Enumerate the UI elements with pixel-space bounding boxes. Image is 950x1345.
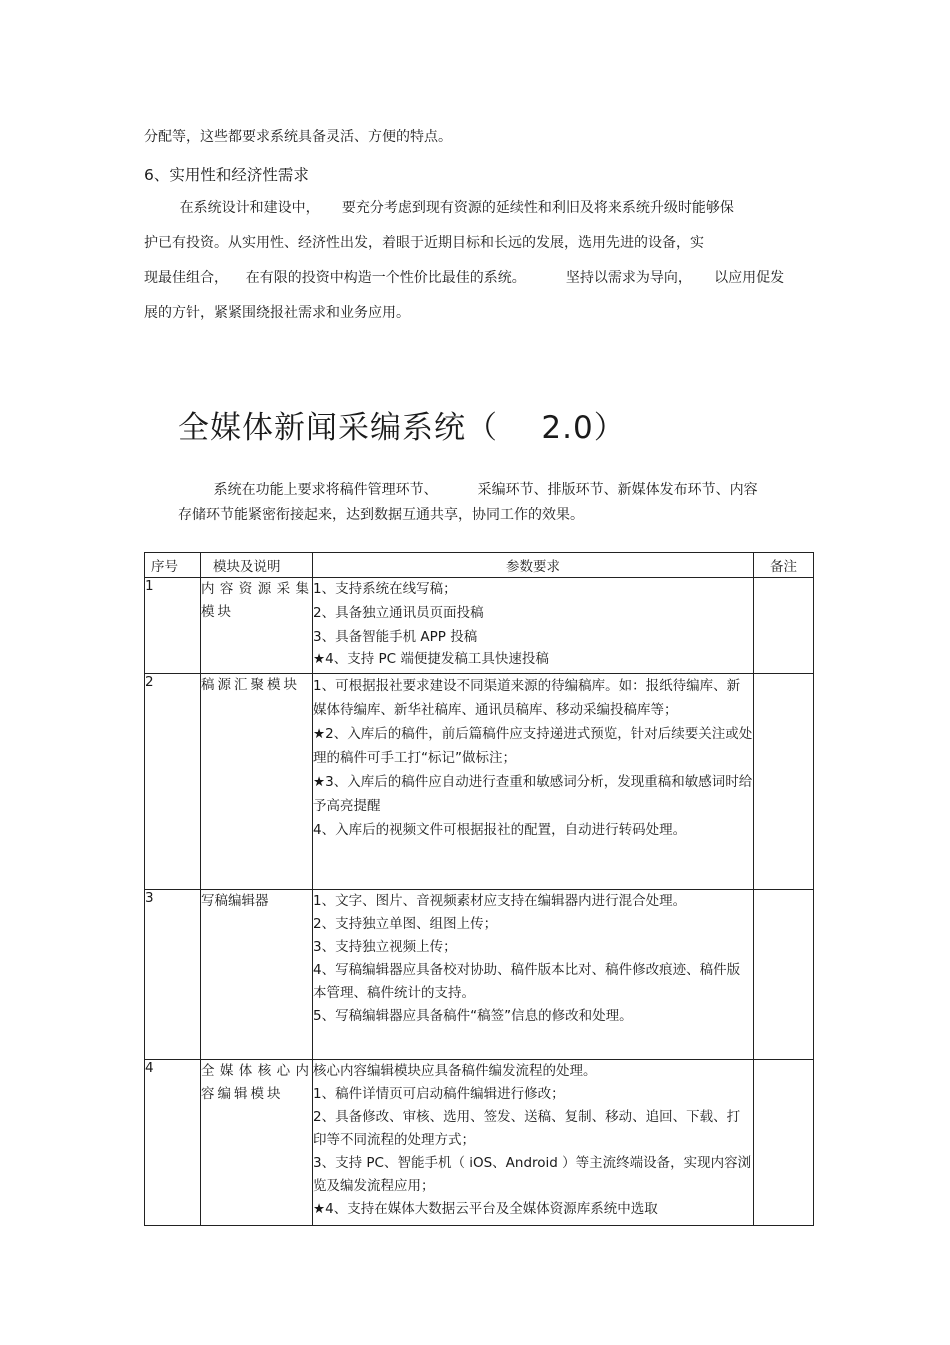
requirement-item: 核心内容编辑模块应具备稿件编发流程的处理。	[313, 1063, 597, 1079]
requirement-item: ★3、入库后的稿件应自动进行查重和敏感词分析，发现重稿和敏感词时给予高亮提醒	[313, 774, 753, 814]
requirement-item: 3、具备智能手机 APP 投稿	[313, 629, 478, 645]
paragraph-line: 护已有投资。从实用性、经济性出发，着眼于近期目标和长远的发展，选用先进的设备，实	[144, 235, 704, 251]
row-number: 1	[145, 578, 201, 674]
table-row	[145, 1060, 814, 1226]
row-module: 内容资源采集模块	[201, 578, 313, 674]
row-number: 4	[145, 1060, 201, 1226]
requirement-item: 4、写稿编辑器应具备校对协助、稿件版本比对、稿件修改痕迹、稿件版本管理、稿件统计的支持。	[313, 962, 741, 1001]
header-remarks: 备注	[754, 553, 814, 578]
row-module: 稿源汇聚模块	[201, 674, 313, 890]
requirement-item: ★4、支持 PC 端便捷发稿工具快速投稿	[313, 651, 549, 667]
row-remarks	[754, 1060, 814, 1226]
intro-line: 存储环节能紧密衔接起来，达到数据互通共享，协同工作的效果。	[178, 507, 584, 523]
table-row	[145, 674, 814, 890]
row-module: 全媒体核心内容编辑模块	[201, 1060, 313, 1226]
row-remarks	[754, 578, 814, 674]
requirement-item: ★4、支持在媒体大数据云平台及全媒体资源库系统中选取	[313, 1201, 658, 1217]
requirement-item: 2、具备修改、审核、选用、签发、送稿、复制、移动、追回、下载、打印等不同流程的处理方式；	[313, 1109, 741, 1148]
paragraph-line: 现最佳组合， 在有限的投资中构造一个性价比最佳的系统。 坚持以需求为导向， 以应用促发	[144, 270, 785, 286]
header-no: 序号	[145, 553, 201, 578]
header-module: 模块及说明	[201, 553, 313, 578]
intro-line: 系统在功能上要求将稿件管理环节、 采编环节、排版环节、新媒体发布环节、内容	[178, 482, 758, 498]
section-heading-6: 6、实用性和经济性需求	[144, 166, 309, 184]
requirement-item: 2、支持独立单图、组图上传；	[313, 916, 498, 932]
row-requirements	[313, 890, 754, 1060]
requirements-table	[144, 552, 814, 1226]
requirement-item: ★2、入库后的稿件，前后篇稿件应支持递进式预览，针对后续要关注或处理的稿件可手工打“标记”做标注；	[313, 726, 753, 766]
requirement-item: 5、写稿编辑器应具备稿件“稿签”信息的修改和处理。	[313, 1008, 633, 1024]
header-requirements: 参数要求	[313, 553, 754, 578]
paragraph-line: 展的方针，紧紧围绕报社需求和业务应用。	[144, 305, 410, 321]
requirement-item: 1、文字、图片、音视频素材应支持在编辑器内进行混合处理。	[313, 893, 687, 909]
row-requirements	[313, 674, 754, 890]
table-row	[145, 578, 814, 674]
paragraph-line: 在系统设计和建设中， 要充分考虑到现有资源的延续性和利旧及将来系统升级时能够保	[144, 200, 734, 216]
row-remarks	[754, 890, 814, 1060]
requirement-item: 1、支持系统在线写稿；	[313, 581, 457, 597]
page-title: 全媒体新闻采编系统（ 2.0）	[178, 410, 626, 446]
row-number: 2	[145, 674, 201, 890]
row-module: 写稿编辑器	[201, 890, 313, 1060]
row-number: 3	[145, 890, 201, 1060]
requirement-item: 3、支持独立视频上传；	[313, 939, 457, 955]
row-requirements	[313, 1060, 754, 1226]
requirement-item: 1、可根据报社要求建设不同渠道来源的待编稿库。如：报纸待编库、新媒体待编库、新华社稿库、通讯员稿库、移动采编投稿库等；	[313, 678, 741, 718]
paragraph-fragment: 分配等，这些都要求系统具备灵活、方便的特点。	[144, 129, 452, 145]
table-header-row	[145, 553, 814, 578]
requirement-item: 1、稿件详情页可启动稿件编辑进行修改；	[313, 1086, 565, 1102]
requirement-item: 2、具备独立通讯员页面投稿	[313, 605, 484, 621]
row-requirements	[313, 578, 754, 674]
requirement-item: 3、支持 PC、智能手机（ iOS、Android ）等主流终端设备，实现内容浏览及编发流程应用；	[313, 1155, 752, 1194]
requirement-item: 4、入库后的视频文件可根据报社的配置，自动进行转码处理。	[313, 822, 687, 838]
row-remarks	[754, 674, 814, 890]
table-row	[145, 890, 814, 1060]
